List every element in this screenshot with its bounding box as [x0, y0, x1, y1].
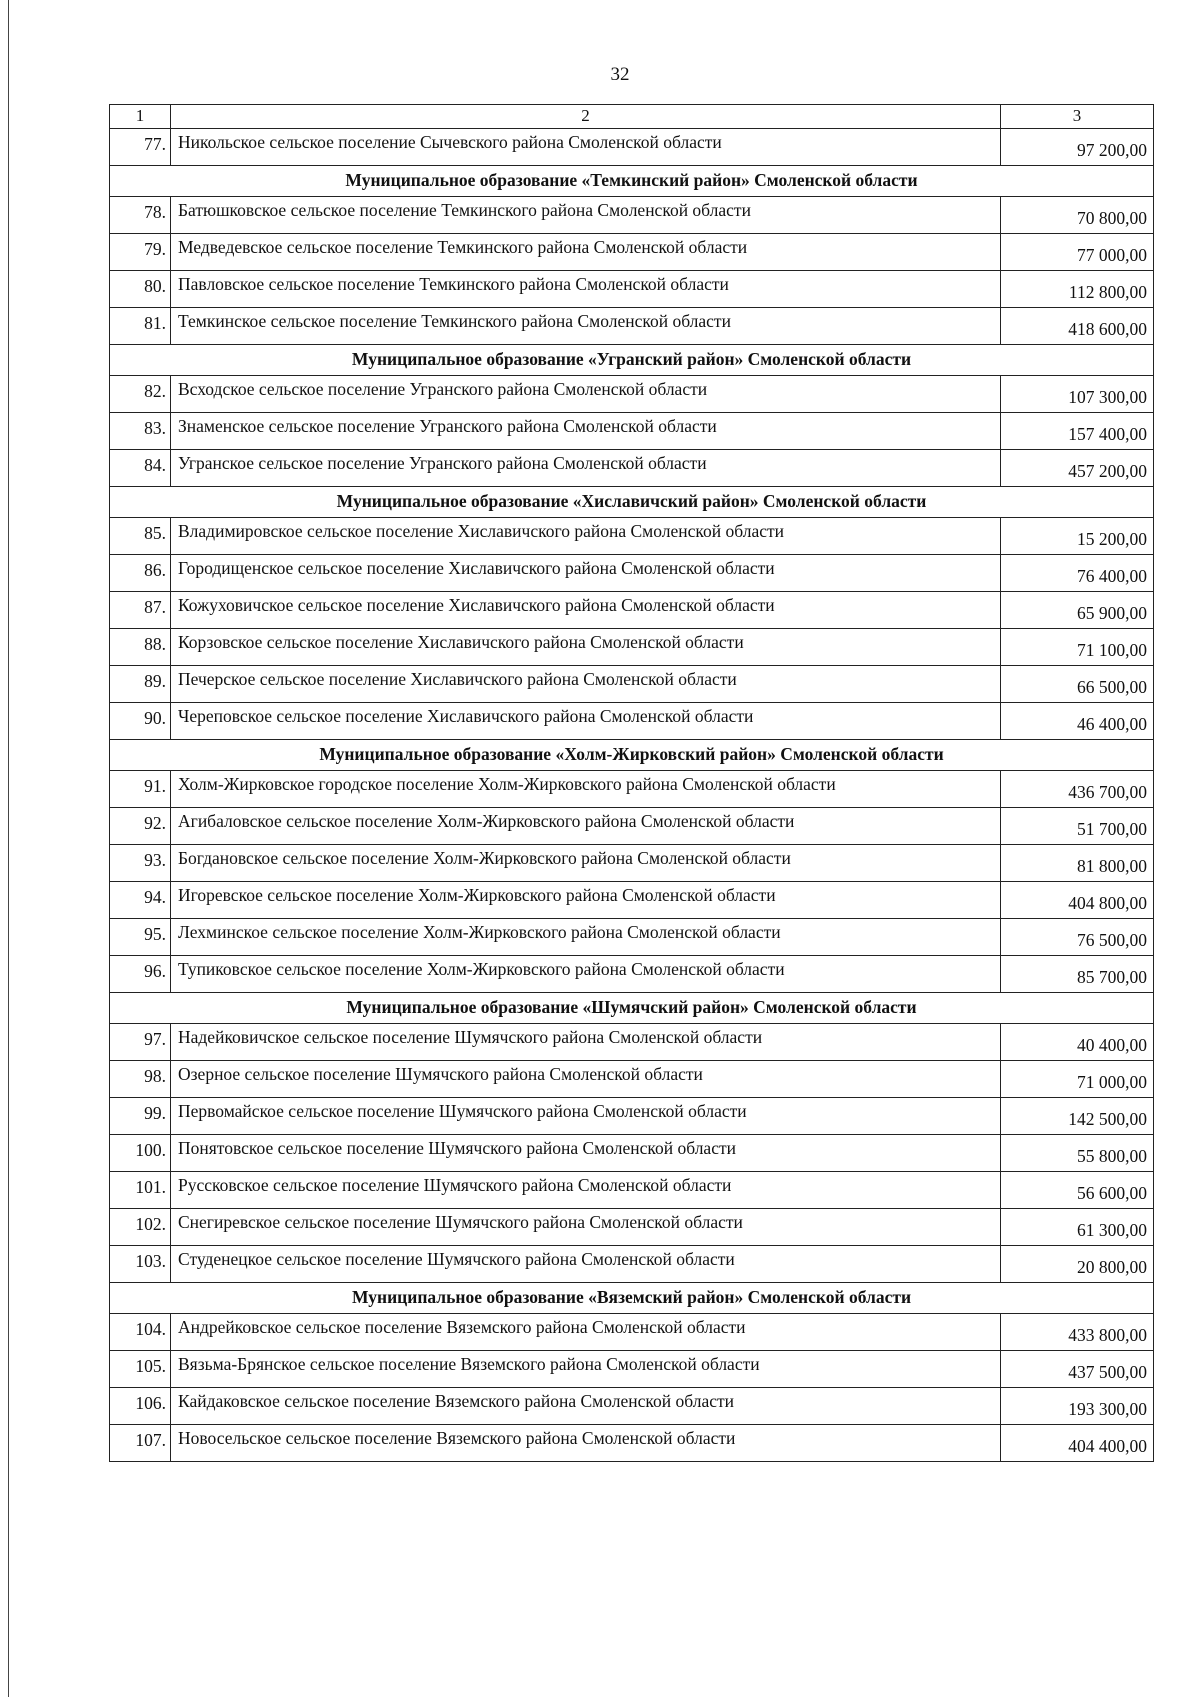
row-number: 102.	[110, 1209, 171, 1246]
settlements-table	[109, 104, 1154, 1462]
section-title: Муниципальное образование «Шумячский район» Смоленской области	[110, 993, 1154, 1024]
row-number: 106.	[110, 1388, 171, 1425]
table-row	[110, 1425, 1154, 1462]
scan-edge-line	[8, 0, 9, 1697]
section-title: Муниципальное образование «Темкинский район» Смоленской области	[110, 166, 1154, 197]
table-row	[110, 234, 1154, 271]
settlement-name: Холм-Жирковское городское поселение Холм-Жирковского района Смоленской области	[171, 771, 1001, 808]
table-row	[110, 129, 1154, 166]
settlement-name: Лехминское сельское поселение Холм-Жирковского района Смоленской области	[171, 919, 1001, 956]
settlement-name: Череповское сельское поселение Хиславичского района Смоленской области	[171, 703, 1001, 740]
table-row	[110, 592, 1154, 629]
table-row	[110, 882, 1154, 919]
table-row	[110, 771, 1154, 808]
row-number: 100.	[110, 1135, 171, 1172]
table-row	[110, 1246, 1154, 1283]
settlement-name: Всходское сельское поселение Угранского района Смоленской области	[171, 376, 1001, 413]
amount-value: 71 100,00	[1001, 629, 1154, 666]
row-number: 92.	[110, 808, 171, 845]
table-row	[110, 845, 1154, 882]
settlement-name: Руссковское сельское поселение Шумячского района Смоленской области	[171, 1172, 1001, 1209]
settlement-name: Кожуховичское сельское поселение Хиславичского района Смоленской области	[171, 592, 1001, 629]
amount-value: 66 500,00	[1001, 666, 1154, 703]
section-title: Муниципальное образование «Вяземский район» Смоленской области	[110, 1283, 1154, 1314]
amount-value: 107 300,00	[1001, 376, 1154, 413]
amount-value: 85 700,00	[1001, 956, 1154, 993]
table-row	[110, 703, 1154, 740]
row-number: 105.	[110, 1351, 171, 1388]
table-row	[110, 919, 1154, 956]
section-title: Муниципальное образование «Холм-Жирковский район» Смоленской области	[110, 740, 1154, 771]
section-header-row	[110, 993, 1154, 1024]
settlement-name: Игоревское сельское поселение Холм-Жирковского района Смоленской области	[171, 882, 1001, 919]
table-row	[110, 1351, 1154, 1388]
section-header-row	[110, 1283, 1154, 1314]
settlement-name: Батюшковское сельское поселение Темкинского района Смоленской области	[171, 197, 1001, 234]
table-row	[110, 376, 1154, 413]
amount-value: 142 500,00	[1001, 1098, 1154, 1135]
settlement-name: Агибаловское сельское поселение Холм-Жирковского района Смоленской области	[171, 808, 1001, 845]
amount-value: 76 400,00	[1001, 555, 1154, 592]
settlement-name: Медведевское сельское поселение Темкинского района Смоленской области	[171, 234, 1001, 271]
row-number: 81.	[110, 308, 171, 345]
table-row	[110, 197, 1154, 234]
table-row	[110, 1172, 1154, 1209]
amount-value: 193 300,00	[1001, 1388, 1154, 1425]
row-number: 86.	[110, 555, 171, 592]
row-number: 90.	[110, 703, 171, 740]
settlement-name: Вязьма-Брянское сельское поселение Вяземского района Смоленской области	[171, 1351, 1001, 1388]
amount-value: 404 400,00	[1001, 1425, 1154, 1462]
table-row	[110, 1098, 1154, 1135]
row-number: 88.	[110, 629, 171, 666]
amount-value: 51 700,00	[1001, 808, 1154, 845]
row-number: 85.	[110, 518, 171, 555]
settlement-name: Владимировское сельское поселение Хиславичского района Смоленской области	[171, 518, 1001, 555]
table-row	[110, 1135, 1154, 1172]
table-row	[110, 1209, 1154, 1246]
table-row	[110, 308, 1154, 345]
amount-value: 457 200,00	[1001, 450, 1154, 487]
settlement-name: Надейковичское сельское поселение Шумячского района Смоленской области	[171, 1024, 1001, 1061]
table-row	[110, 1314, 1154, 1351]
settlement-name: Озерное сельское поселение Шумячского района Смоленской области	[171, 1061, 1001, 1098]
row-number: 91.	[110, 771, 171, 808]
column-header-2: 2	[171, 105, 1001, 129]
settlement-name: Павловское сельское поселение Темкинского района Смоленской области	[171, 271, 1001, 308]
table-row	[110, 518, 1154, 555]
amount-value: 20 800,00	[1001, 1246, 1154, 1283]
settlement-name: Городищенское сельское поселение Хиславичского района Смоленской области	[171, 555, 1001, 592]
row-number: 79.	[110, 234, 171, 271]
amount-value: 404 800,00	[1001, 882, 1154, 919]
row-number: 103.	[110, 1246, 171, 1283]
column-number-header-row	[110, 105, 1154, 129]
table-row	[110, 271, 1154, 308]
row-number: 104.	[110, 1314, 171, 1351]
amount-value: 61 300,00	[1001, 1209, 1154, 1246]
settlement-name: Корзовское сельское поселение Хиславичского района Смоленской области	[171, 629, 1001, 666]
row-number: 97.	[110, 1024, 171, 1061]
table-row	[110, 1024, 1154, 1061]
amount-value: 97 200,00	[1001, 129, 1154, 166]
row-number: 80.	[110, 271, 171, 308]
settlement-name: Тупиковское сельское поселение Холм-Жирковского района Смоленской области	[171, 956, 1001, 993]
section-header-row	[110, 487, 1154, 518]
amount-value: 76 500,00	[1001, 919, 1154, 956]
amount-value: 15 200,00	[1001, 518, 1154, 555]
table-row	[110, 555, 1154, 592]
column-header-1: 1	[110, 105, 171, 129]
settlement-name: Богдановское сельское поселение Холм-Жирковского района Смоленской области	[171, 845, 1001, 882]
section-header-row	[110, 740, 1154, 771]
amount-value: 112 800,00	[1001, 271, 1154, 308]
amount-value: 70 800,00	[1001, 197, 1154, 234]
settlement-name: Никольское сельское поселение Сычевского района Смоленской области	[171, 129, 1001, 166]
page-number: 32	[610, 64, 630, 85]
table-row	[110, 956, 1154, 993]
row-number: 83.	[110, 413, 171, 450]
row-number: 82.	[110, 376, 171, 413]
settlement-name: Угранское сельское поселение Угранского района Смоленской области	[171, 450, 1001, 487]
settlement-name: Кайдаковское сельское поселение Вяземского района Смоленской области	[171, 1388, 1001, 1425]
row-number: 95.	[110, 919, 171, 956]
table-row	[110, 450, 1154, 487]
row-number: 77.	[110, 129, 171, 166]
row-number: 84.	[110, 450, 171, 487]
settlement-name: Понятовское сельское поселение Шумячского района Смоленской области	[171, 1135, 1001, 1172]
table-body	[110, 105, 1154, 1462]
settlement-name: Студенецкое сельское поселение Шумячского района Смоленской области	[171, 1246, 1001, 1283]
amount-value: 55 800,00	[1001, 1135, 1154, 1172]
amount-value: 437 500,00	[1001, 1351, 1154, 1388]
amount-value: 418 600,00	[1001, 308, 1154, 345]
column-header-3: 3	[1001, 105, 1154, 129]
row-number: 98.	[110, 1061, 171, 1098]
row-number: 89.	[110, 666, 171, 703]
settlement-name: Темкинское сельское поселение Темкинского района Смоленской области	[171, 308, 1001, 345]
section-title: Муниципальное образование «Угранский район» Смоленской области	[110, 345, 1154, 376]
section-title: Муниципальное образование «Хиславичский район» Смоленской области	[110, 487, 1154, 518]
row-number: 101.	[110, 1172, 171, 1209]
settlement-name: Знаменское сельское поселение Угранского района Смоленской области	[171, 413, 1001, 450]
section-header-row	[110, 345, 1154, 376]
amount-value: 433 800,00	[1001, 1314, 1154, 1351]
row-number: 107.	[110, 1425, 171, 1462]
amount-value: 157 400,00	[1001, 413, 1154, 450]
settlements-table-container	[109, 104, 1153, 1462]
amount-value: 71 000,00	[1001, 1061, 1154, 1098]
table-row	[110, 808, 1154, 845]
amount-value: 65 900,00	[1001, 592, 1154, 629]
row-number: 78.	[110, 197, 171, 234]
amount-value: 81 800,00	[1001, 845, 1154, 882]
amount-value: 436 700,00	[1001, 771, 1154, 808]
settlement-name: Новосельское сельское поселение Вяземского района Смоленской области	[171, 1425, 1001, 1462]
row-number: 99.	[110, 1098, 171, 1135]
table-row	[110, 629, 1154, 666]
amount-value: 46 400,00	[1001, 703, 1154, 740]
table-row	[110, 1061, 1154, 1098]
settlement-name: Печерское сельское поселение Хиславичского района Смоленской области	[171, 666, 1001, 703]
settlement-name: Первомайское сельское поселение Шумячского района Смоленской области	[171, 1098, 1001, 1135]
row-number: 87.	[110, 592, 171, 629]
amount-value: 77 000,00	[1001, 234, 1154, 271]
table-row	[110, 413, 1154, 450]
table-row	[110, 666, 1154, 703]
amount-value: 40 400,00	[1001, 1024, 1154, 1061]
row-number: 96.	[110, 956, 171, 993]
amount-value: 56 600,00	[1001, 1172, 1154, 1209]
row-number: 94.	[110, 882, 171, 919]
row-number: 93.	[110, 845, 171, 882]
settlement-name: Андрейковское сельское поселение Вяземского района Смоленской области	[171, 1314, 1001, 1351]
section-header-row	[110, 166, 1154, 197]
settlement-name: Снегиревское сельское поселение Шумячского района Смоленской области	[171, 1209, 1001, 1246]
table-row	[110, 1388, 1154, 1425]
